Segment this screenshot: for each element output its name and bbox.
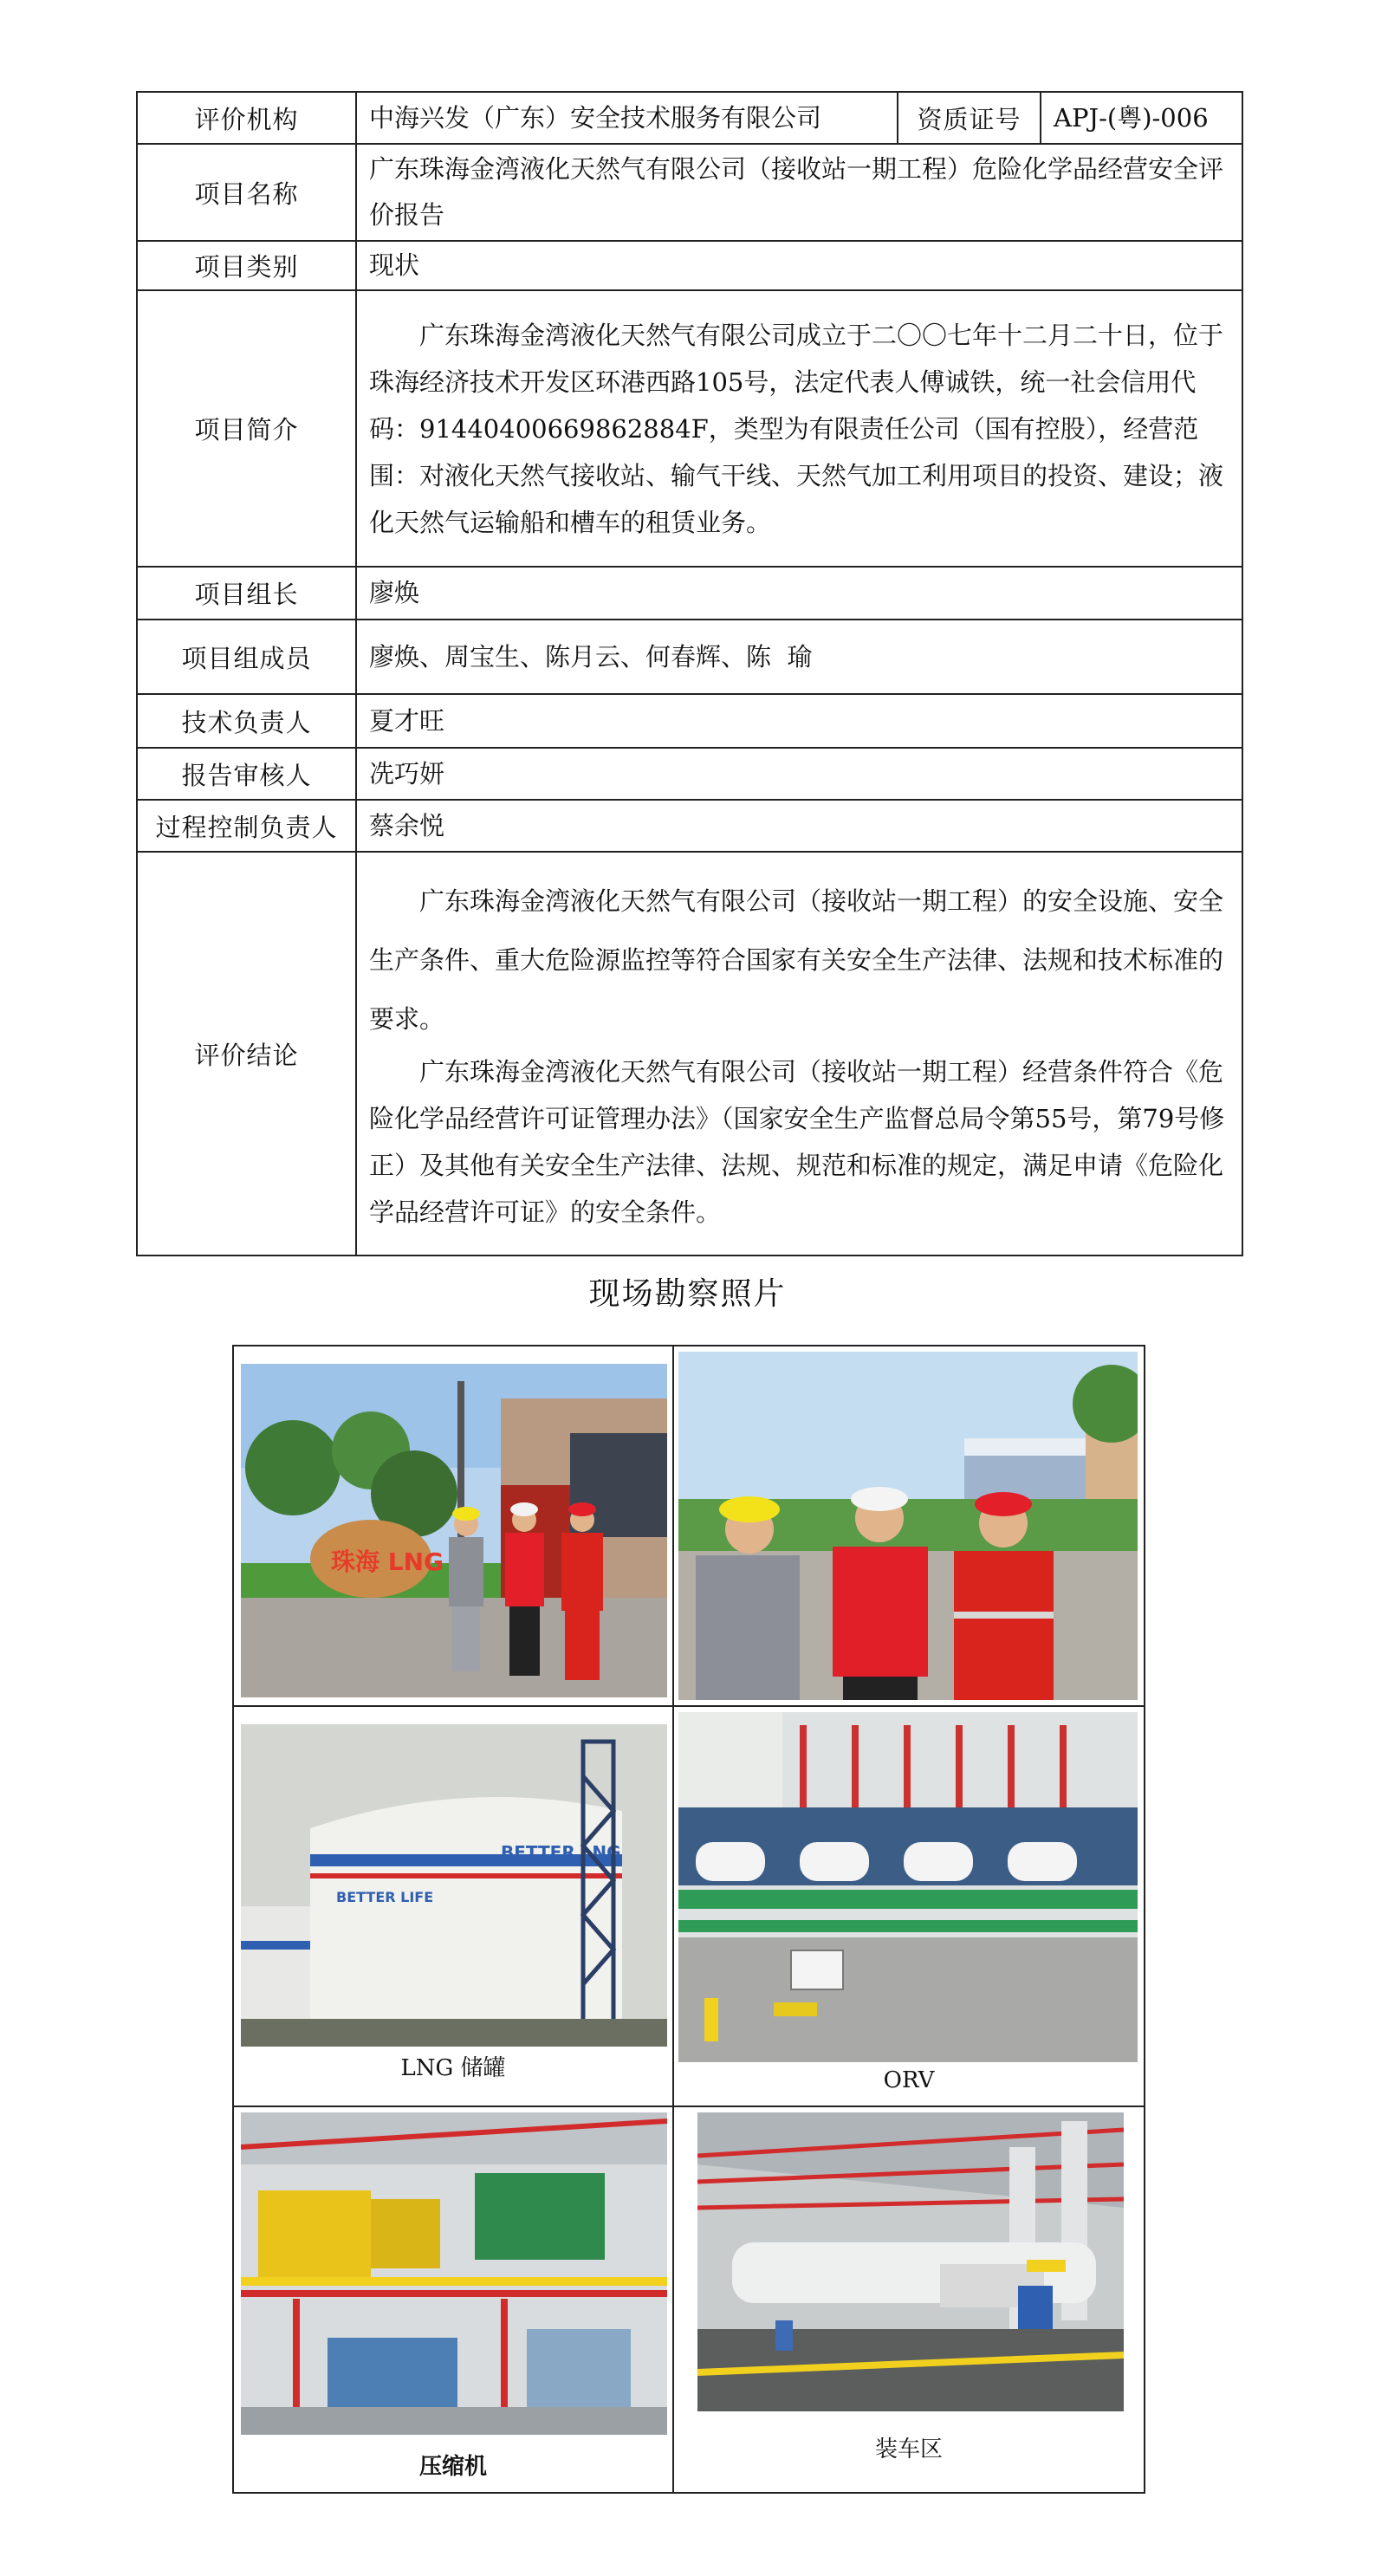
row-leader xyxy=(137,567,1242,620)
reviewer-value: 冼巧妍 xyxy=(356,748,1242,800)
category-label: 项目类别 xyxy=(137,241,356,290)
intro-text: 广东珠海金湾液化天然气有限公司成立于二〇〇七年十二月二十日，位于珠海经济技术开发区环港西路105号，法定代表人傅诚铁，统一社会信用代码：91440400669862884F，类型为有限责任公司（国有控股），经营范围：对液化天然气接收站、输气干线、天然气加工利用项目的投资、建设；液化天然气运输船和槽车的租赁业务。 xyxy=(369,320,1224,537)
compressor-photo-image xyxy=(241,2112,667,2435)
row-reviewer xyxy=(137,748,1242,800)
tech-value: 夏才旺 xyxy=(356,694,1242,748)
org-label: 评价机构 xyxy=(137,92,356,144)
cert-label: 资质证号 xyxy=(898,92,1041,144)
orv-photo-image xyxy=(678,1712,1138,2062)
tank-photo-image xyxy=(241,1724,667,2047)
orv-photo xyxy=(678,1712,1138,2062)
lng-sign-text: 珠海 LNG xyxy=(331,1548,444,1576)
photo-row-3 xyxy=(233,2106,1145,2493)
intro-label: 项目简介 xyxy=(137,290,356,567)
leader-label: 项目组长 xyxy=(137,567,356,620)
compressor-photo xyxy=(241,2112,667,2435)
caption-loading: 装车区 xyxy=(874,2436,943,2462)
entrance-photo xyxy=(241,1364,667,1697)
category-value: 现状 xyxy=(356,241,1242,290)
row-org xyxy=(137,92,1242,144)
loading-area-photo-image xyxy=(697,2112,1124,2411)
tank-photo xyxy=(241,1724,667,2047)
caption-tank: LNG 储罐 xyxy=(400,2055,506,2081)
photos-title: 现场勘察照片 xyxy=(588,1276,787,1312)
row-category xyxy=(137,241,1242,290)
process-value: 蔡余悦 xyxy=(356,800,1242,852)
project-name-label: 项目名称 xyxy=(137,144,356,241)
photo-row-2 xyxy=(233,1706,1145,2106)
members-label: 项目组成员 xyxy=(137,620,356,694)
reviewer-label: 报告审核人 xyxy=(137,748,356,800)
loading-area-photo xyxy=(697,2112,1124,2411)
tank-slogan-2: BETTER LIFE xyxy=(336,1889,434,1905)
photo-grid xyxy=(232,1345,1145,2494)
caption-orv: ORV xyxy=(883,2067,935,2093)
caption-compressor: 压缩机 xyxy=(418,2454,487,2480)
entrance-photo-image xyxy=(241,1364,667,1697)
row-project-name xyxy=(137,144,1242,241)
process-label: 过程控制负责人 xyxy=(137,800,356,852)
team-photo xyxy=(678,1352,1138,1700)
row-intro xyxy=(137,290,1242,567)
row-tech xyxy=(137,694,1242,748)
project-name-value: 广东珠海金湾液化天然气有限公司（接收站一期工程）危险化学品经营安全评价报告 xyxy=(356,144,1242,241)
row-members xyxy=(137,620,1242,694)
cert-value: APJ-(粤)-006 xyxy=(1041,92,1242,144)
evaluation-info-table xyxy=(136,91,1243,1256)
conclusion-para-1: 广东珠海金湾液化天然气有限公司（接收站一期工程）的安全设施、安全生产条件、重大危险源监控等符合国家有关安全生产法律、法规和技术标准的要求。 xyxy=(369,886,1224,1034)
row-conclusion xyxy=(137,852,1242,1256)
conclusion-label: 评价结论 xyxy=(137,852,356,1256)
row-process xyxy=(137,800,1242,852)
leader-value: 廖焕 xyxy=(356,567,1242,620)
photo-row-1 xyxy=(233,1346,1145,1706)
team-photo-image xyxy=(678,1352,1138,1700)
tech-label: 技术负责人 xyxy=(137,694,356,748)
org-value: 中海兴发（广东）安全技术服务有限公司 xyxy=(356,92,898,144)
tank-slogan-1: BETTER LNG xyxy=(501,1842,621,1863)
members-value: 廖焕、周宝生、陈月云、何春辉、陈 瑜 xyxy=(356,620,1242,694)
conclusion-para-2: 广东珠海金湾液化天然气有限公司（接收站一期工程）经营条件符合《危险化学品经营许可证管理办法》（国家安全生产监督总局令第55号，第79号修正）及其他有关安全生产法律、法规、规范和标准的规定，满足申请《危险化学品经营许可证》的安全条件。 xyxy=(369,1057,1225,1227)
